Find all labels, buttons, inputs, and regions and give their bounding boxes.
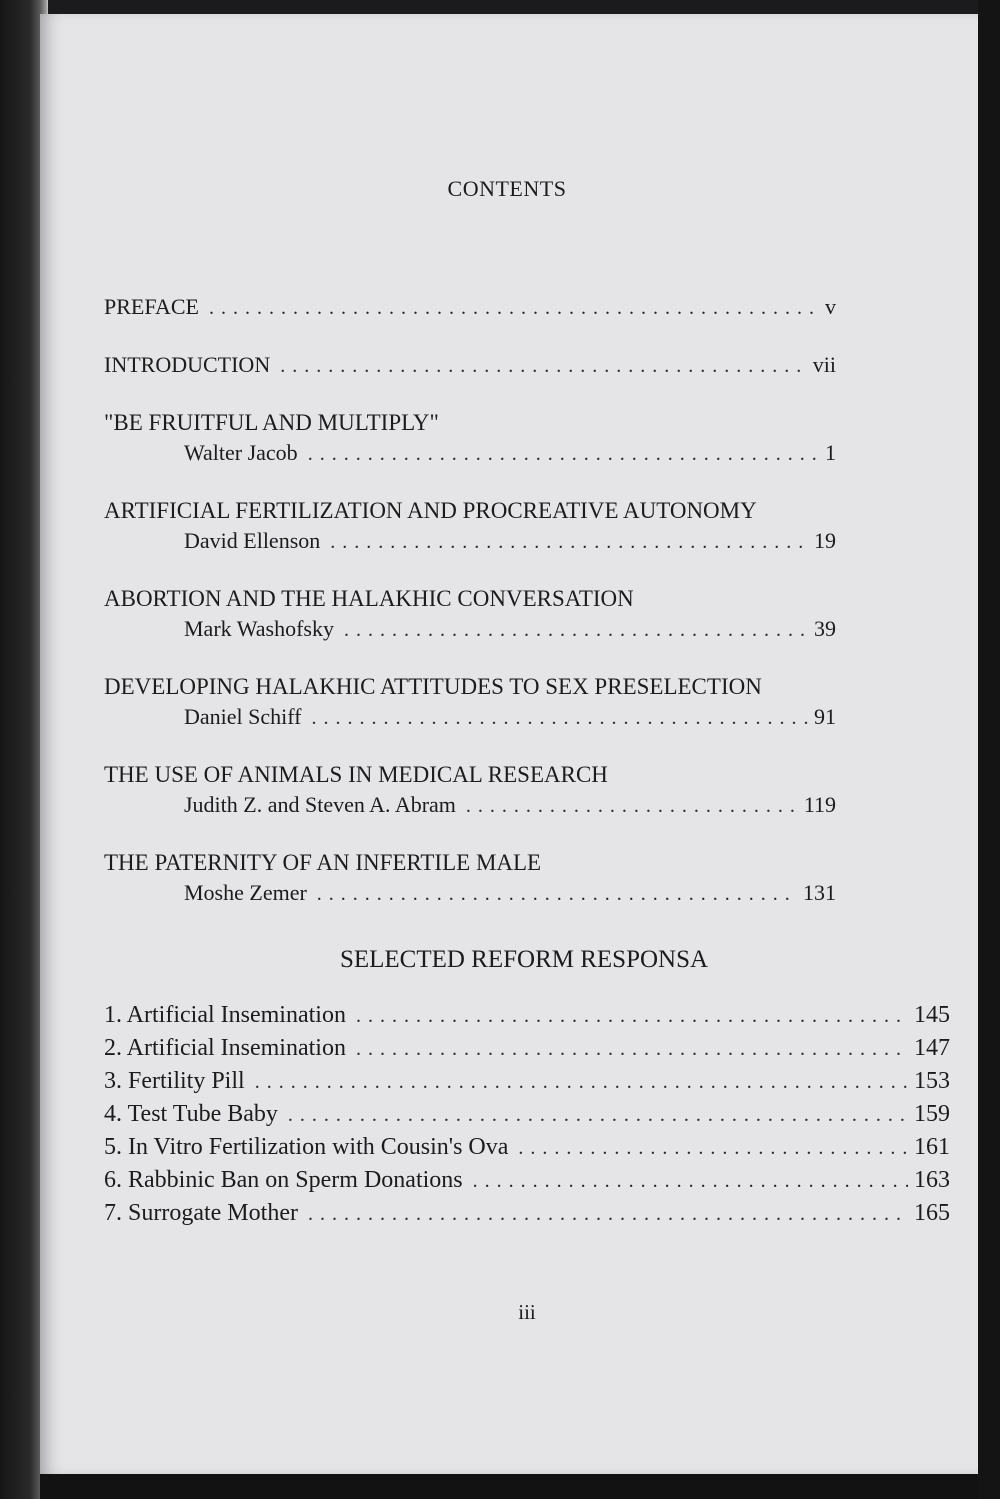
- toc-entry-author: Walter Jacob: [184, 440, 298, 465]
- contents-heading-text: CONTENTS: [447, 176, 567, 201]
- toc-page-number: v: [825, 294, 836, 319]
- toc-entry-abortion: [104, 584, 836, 645]
- page-folio: [40, 1300, 978, 1325]
- dot-leader: [209, 293, 819, 323]
- toc-author-line: [104, 790, 836, 821]
- toc-author-line: [104, 878, 836, 909]
- toc-author-line: [104, 526, 836, 557]
- responsa-title: 3. Fertility Pill: [104, 1068, 245, 1094]
- responsa-item: [104, 1098, 950, 1131]
- responsa-title: 6. Rabbinic Ban on Sperm Donations: [104, 1167, 463, 1193]
- responsa-title: 1. Artificial Insemination: [104, 1002, 346, 1028]
- dot-leader: [473, 1165, 908, 1197]
- dot-leader: [518, 1132, 908, 1164]
- dot-leader: [466, 791, 798, 821]
- toc-page-number: 19: [814, 528, 836, 553]
- responsa-list: [104, 999, 950, 1230]
- toc-page-number: 119: [803, 792, 836, 817]
- dot-leader: [356, 1033, 908, 1065]
- toc-page-number: 131: [803, 880, 836, 905]
- toc-page-number: 1: [825, 440, 836, 465]
- toc-entry-artificial-fertilization: [104, 496, 836, 557]
- toc-entry-author: Judith Z. and Steven A. Abram: [184, 792, 456, 817]
- responsa-item: [104, 999, 950, 1032]
- section-heading-text: SELECTED REFORM RESPONSA: [339, 946, 709, 973]
- toc-entry-title: PREFACE: [104, 294, 199, 319]
- responsa-page-number: 161: [914, 1134, 950, 1160]
- dot-leader: [288, 1099, 908, 1131]
- responsa-page-number: 159: [914, 1101, 950, 1127]
- page-folio-text: iii: [518, 1300, 536, 1324]
- dot-leader: [280, 351, 807, 381]
- responsa-title: 5. In Vitro Fertilization with Cousin's Ova: [104, 1134, 509, 1160]
- scan-right-edge: [978, 0, 1000, 1499]
- toc-entry-preface: [104, 292, 836, 323]
- responsa-item: [104, 1065, 950, 1098]
- toc-line: [104, 350, 836, 381]
- toc-entry-title: DEVELOPING HALAKHIC ATTITUDES TO SEX PRESELECTION: [104, 674, 762, 699]
- toc-entry-author: Daniel Schiff: [184, 704, 302, 729]
- toc-page-number: vii: [812, 352, 836, 377]
- toc-entry-animals-research: [104, 760, 836, 821]
- toc-entry-be-fruitful: [104, 408, 836, 469]
- toc-entry-paternity: [104, 848, 836, 909]
- toc-entry-title: ABORTION AND THE HALAKHIC CONVERSATION: [104, 586, 634, 611]
- responsa-item: [104, 1131, 950, 1164]
- dot-leader: [356, 1000, 908, 1032]
- toc-page-number: 91: [814, 704, 836, 729]
- scan-bottom-edge: [40, 1474, 978, 1499]
- toc-entry-introduction: [104, 350, 836, 381]
- toc-entry-author: David Ellenson: [184, 528, 321, 553]
- toc-author-line: [104, 614, 836, 645]
- responsa-item: [104, 1032, 950, 1065]
- responsa-page-number: 153: [914, 1068, 950, 1094]
- responsa-item: [104, 1164, 950, 1197]
- dot-leader: [317, 879, 797, 909]
- dot-leader: [308, 1198, 908, 1230]
- section-heading: [40, 946, 978, 974]
- toc-entry-title: INTRODUCTION: [104, 352, 271, 377]
- dot-leader: [344, 615, 808, 645]
- toc-line: [104, 292, 836, 323]
- toc-entry-title: "BE FRUITFUL AND MULTIPLY": [104, 410, 439, 435]
- toc-page-number: 39: [814, 616, 836, 641]
- toc-entry-title: THE USE OF ANIMALS IN MEDICAL RESEARCH: [104, 762, 608, 787]
- responsa-page-number: 165: [914, 1200, 950, 1226]
- dot-leader: [308, 439, 819, 469]
- responsa-title: 4. Test Tube Baby: [104, 1101, 278, 1127]
- toc-entry-title: ARTIFICIAL FERTILIZATION AND PROCREATIVE AUTONOMY: [104, 498, 757, 523]
- toc-entry-author: Mark Washofsky: [184, 616, 334, 641]
- toc-author-line: [104, 702, 836, 733]
- responsa-title: 2. Artificial Insemination: [104, 1035, 346, 1061]
- toc-entry-title: THE PATERNITY OF AN INFERTILE MALE: [104, 850, 542, 875]
- toc-entry-author: Moshe Zemer: [184, 880, 307, 905]
- responsa-title: 7. Surrogate Mother: [104, 1200, 298, 1226]
- responsa-page-number: 163: [914, 1167, 950, 1193]
- dot-leader: [330, 527, 808, 557]
- contents-heading: [40, 176, 978, 202]
- toc-entry-sex-preselection: [104, 672, 836, 733]
- toc-author-line: [104, 438, 836, 469]
- responsa-item: [104, 1197, 950, 1230]
- dot-leader: [255, 1066, 908, 1098]
- responsa-page-number: 145: [914, 1002, 950, 1028]
- responsa-page-number: 147: [914, 1035, 950, 1061]
- book-page: [40, 14, 978, 1474]
- dot-leader: [312, 703, 808, 733]
